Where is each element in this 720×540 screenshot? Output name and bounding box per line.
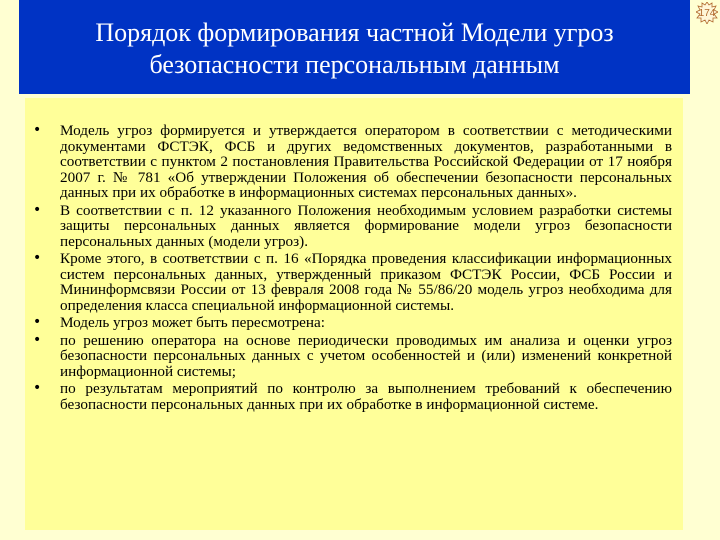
page-number-badge xyxy=(696,2,718,24)
bullet-dot-icon: • xyxy=(33,380,42,396)
title-line-1: Порядок формирования частной Модели угроз xyxy=(95,18,614,47)
title-box xyxy=(19,0,690,94)
bullet-item xyxy=(25,381,683,412)
bullet-list xyxy=(25,123,683,414)
bullet-item xyxy=(25,203,683,250)
bullet-text: В соответствии с п. 12 указанного Положения необходимым условием разработки системы защиты персональных данных является формирование модели угроз безопасности персональных данных (модели угроз). xyxy=(60,201,672,250)
bullet-text: по результатам мероприятий по контролю за выполнением требований к обеспечению безопасности персональных данных при их обработке в информационной системе. xyxy=(60,380,672,413)
page-number: 174 xyxy=(698,7,716,19)
bullet-dot-icon: • xyxy=(33,201,42,218)
bullet-item xyxy=(25,251,683,313)
bullet-item xyxy=(25,315,683,331)
bullet-text: Модель угроз может быть пересмотрена: xyxy=(60,314,326,331)
bullet-dot-icon: • xyxy=(33,314,42,330)
bullet-text: Модель угроз формируется и утверждается оператором в соответствии с методическими документами ФСТЭК, ФСБ и других ведомственных документов, разработанными в соответствии с пунктом 2 постановления Правительства Российской Федерации от 17 ноября 2007 г. № 781 «Об утверждении Положения об обеспечении безопасности персональных данных при их обработке в информационных системах персональных данных». xyxy=(60,122,672,201)
bullet-text: Кроме этого, в соответствии с п. 16 «Порядка проведения классификации информационных систем персональных данных, утвержденный приказом ФСТЭК России, ФСБ России и Мининформсвязи России от 13 февраля 2008 года № 55/86/20 модель угроз необходима для определения класса специальной информационной системы. xyxy=(60,250,672,314)
bullet-dot-icon: • xyxy=(33,122,42,138)
bullet-dot-icon: • xyxy=(33,331,42,348)
bullet-item xyxy=(25,123,683,201)
bullet-text: по решению оператора на основе периодически проводимых им анализа и оценки угроз безопасности персональных данных с учетом особенностей и (или) изменений конкретной информационной системы; xyxy=(60,331,672,380)
title-line-2: безопасности персональным данным xyxy=(149,50,560,79)
bullet-dot-icon: • xyxy=(33,250,42,266)
content-panel xyxy=(25,98,683,530)
bullet-item xyxy=(25,333,683,380)
